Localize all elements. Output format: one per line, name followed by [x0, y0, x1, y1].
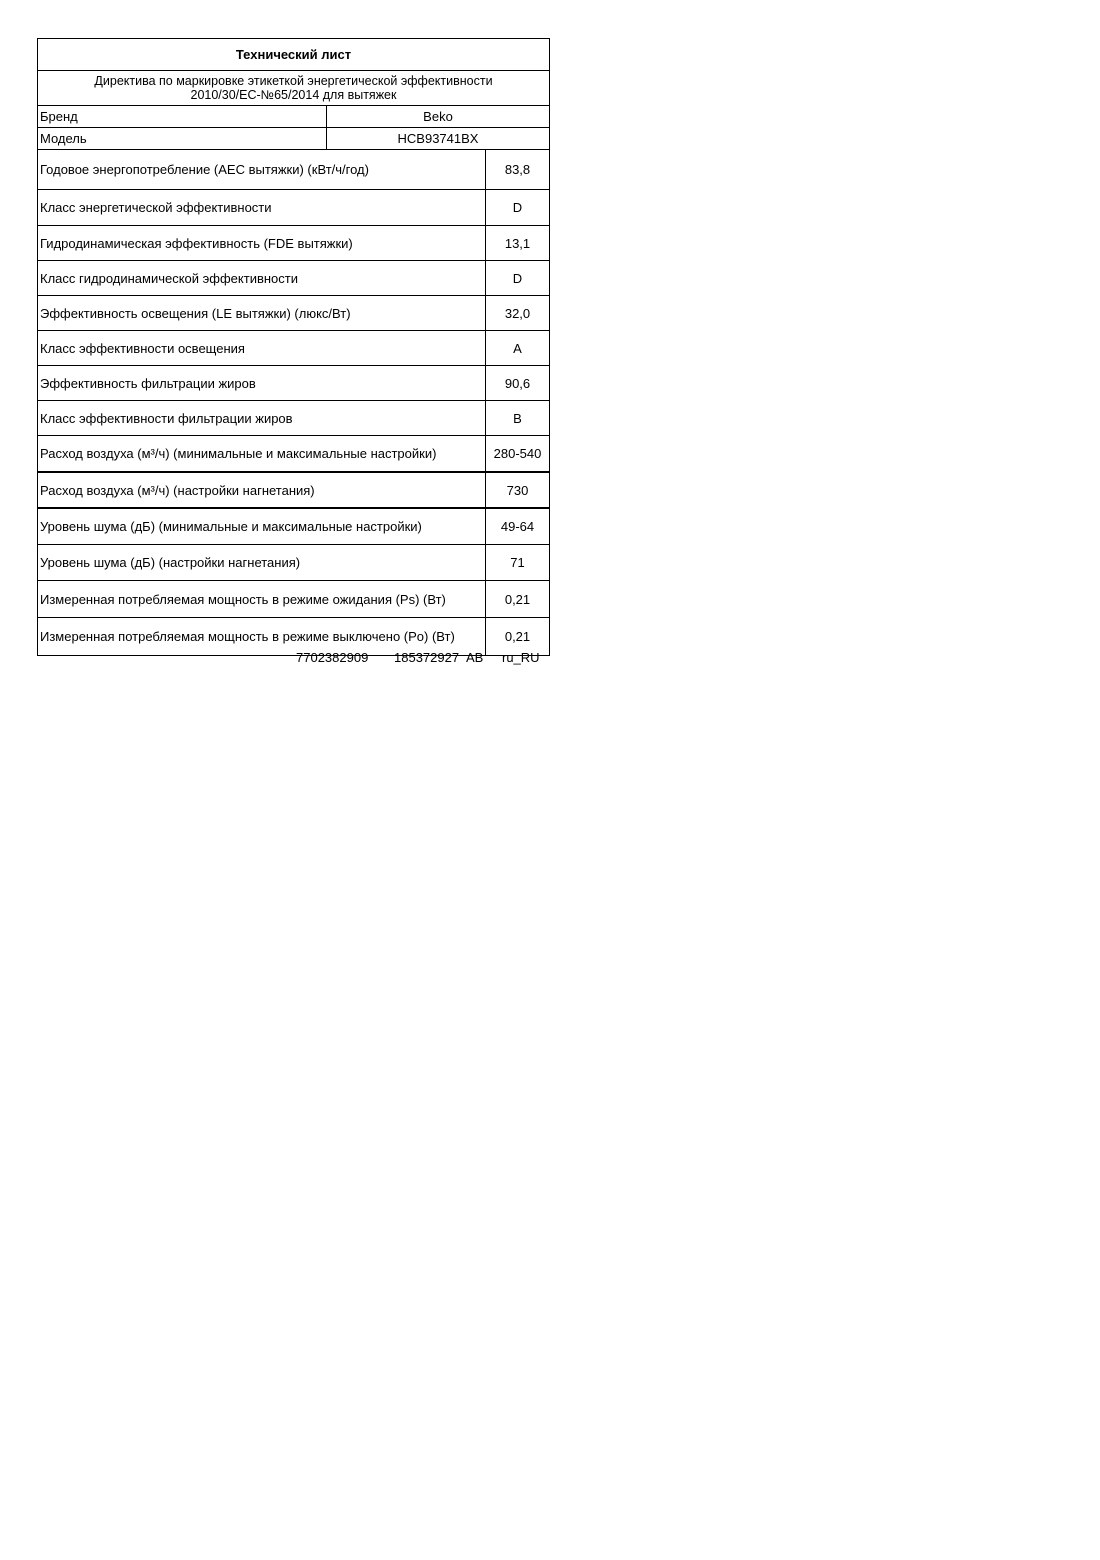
spec-row — [38, 226, 549, 261]
spec-row — [38, 401, 549, 436]
spec-label: Расход воздуха (м³/ч) (минимальные и максимальные настройки) — [38, 436, 486, 471]
spec-row — [38, 366, 549, 401]
spec-row — [38, 581, 549, 618]
footer-code-2: 185372927 — [394, 650, 460, 665]
spec-label: Уровень шума (дБ) (настройки нагнетания) — [38, 545, 486, 580]
spec-label: Измеренная потребляемая мощность в режиме выключено (Po) (Вт) — [38, 618, 486, 655]
spec-value: 280-540 — [493, 446, 542, 461]
sheet-title: Технический лист — [38, 39, 549, 71]
spec-value: 83,8 — [504, 162, 531, 177]
spec-label: Годовое энергопотребление (AEC вытяжки) (кВт/ч/год) — [38, 150, 486, 189]
spec-label: Гидродинамическая эффективность (FDE вытяжки) — [38, 226, 486, 260]
technical-sheet — [37, 38, 550, 656]
spec-row — [38, 190, 549, 226]
footer-locale: ru_RU — [502, 650, 540, 665]
spec-value: 71 — [510, 555, 525, 570]
spec-row — [38, 150, 549, 190]
spec-label: Эффективность освещения (LE вытяжки) (люкс/Вт) — [38, 296, 486, 330]
spec-label: Класс эффективности освещения — [38, 331, 486, 365]
spec-row — [38, 509, 549, 545]
spec-row — [38, 261, 549, 296]
spec-row — [38, 545, 549, 581]
spec-label: Эффективность фильтрации жиров — [38, 366, 486, 400]
spec-label: Класс эффективности фильтрации жиров — [38, 401, 486, 435]
directive-line-1: Директива по маркировке этикеткой энергетической эффективности — [94, 74, 493, 88]
spec-value: 0,21 — [504, 591, 531, 607]
spec-value: D — [512, 270, 523, 286]
spec-row — [38, 296, 549, 331]
spec-label: Класс гидродинамической эффективности — [38, 261, 486, 295]
spec-row — [38, 473, 549, 509]
model-label: Модель — [38, 128, 327, 149]
spec-value: 32,0 — [504, 305, 531, 321]
spec-label: Измеренная потребляемая мощность в режиме ожидания (Ps) (Вт) — [38, 581, 486, 617]
footer-code-1: 7702382909 — [296, 650, 369, 665]
directive-text — [38, 71, 549, 106]
document-footer — [37, 650, 550, 668]
spec-row — [38, 436, 549, 473]
spec-value: 0,21 — [504, 629, 531, 644]
spec-value: 13,1 — [504, 235, 531, 251]
directive-line-2: 2010/30/EC-№65/2014 для вытяжек — [190, 88, 397, 102]
footer-code-3: AB — [466, 650, 484, 665]
brand-label: Бренд — [38, 106, 327, 127]
brand-row — [38, 106, 549, 128]
spec-value: B — [513, 410, 522, 426]
model-row — [38, 128, 549, 150]
spec-value: 730 — [506, 482, 529, 498]
spec-label: Класс энергетической эффективности — [38, 190, 486, 225]
spec-value: A — [513, 340, 522, 356]
model-value: HCB93741BX — [397, 131, 479, 146]
spec-label: Расход воздуха (м³/ч) (настройки нагнетания) — [38, 473, 486, 507]
spec-value: D — [512, 200, 523, 215]
spec-value: 49-64 — [500, 519, 535, 534]
brand-value: Beko — [423, 109, 453, 124]
spec-label: Уровень шума (дБ) (минимальные и максимальные настройки) — [38, 509, 486, 544]
spec-row — [38, 331, 549, 366]
spec-value: 90,6 — [504, 375, 531, 391]
